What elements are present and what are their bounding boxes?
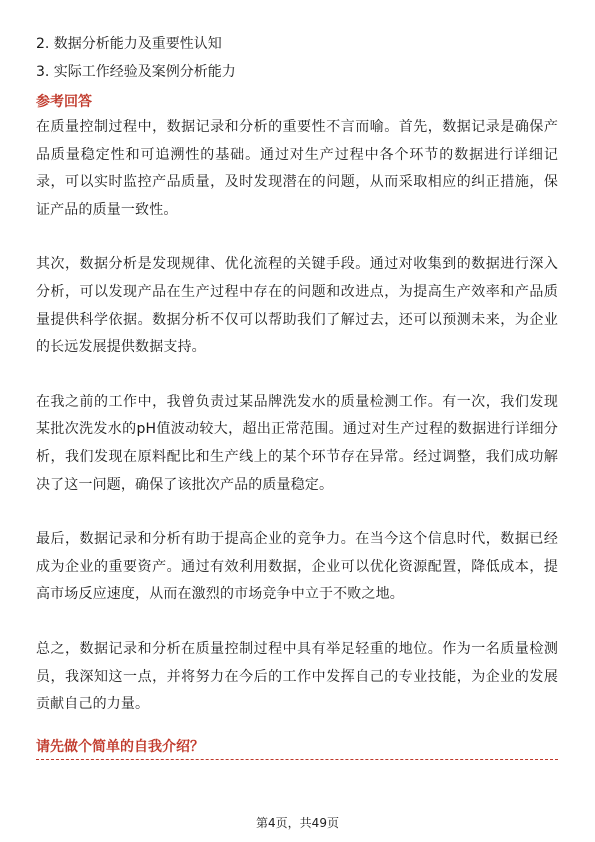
list-item-work-experience: 3. 实际工作经验及案例分析能力 bbox=[36, 64, 236, 80]
next-question-heading: 请先做个简单的自我介绍？ bbox=[36, 738, 204, 755]
section-divider bbox=[36, 759, 558, 760]
list-item-data-analysis: 2. 数据分析能力及重要性认知 bbox=[36, 36, 222, 52]
page-content bbox=[36, 34, 558, 757]
reference-answer-heading: 参考回答 bbox=[36, 94, 92, 110]
paragraph-spacer bbox=[36, 499, 558, 526]
answer-paragraph-2: 其次，数据分析是发现规律、优化流程的关键手段。通过对收集到的数据进行深入分析，可以发现产品在生产过程中存在的问题和改进点，为提高生产效率和产品质量提供科学依据。数据分析不仅可以帮助我们了解过去，还可以预测未来，为企业的长远发展提供数据支持。 bbox=[36, 256, 558, 356]
answer-paragraph-4: 最后，数据记录和分析有助于提高企业的竞争力。在当今这个信息时代，数据已经成为企业的重要资产。通过有效利用数据，企业可以优化资源配置，降低成本，提高市场反应速度，从而在激烈的市场竞争中立于不败之地。 bbox=[36, 531, 558, 603]
paragraph-spacer bbox=[36, 224, 558, 251]
paragraph-spacer bbox=[36, 719, 558, 737]
paragraph-spacer bbox=[36, 609, 558, 636]
paragraph-spacer bbox=[36, 362, 558, 389]
answer-paragraph-5: 总之，数据记录和分析在质量控制过程中具有举足轻重的地位。作为一名质量检测员，我深知这一点，并将努力在今后的工作中发挥自己的专业技能，为企业的发展贡献自己的力量。 bbox=[36, 640, 558, 713]
page-footer: 第4页，共49页 bbox=[256, 816, 339, 830]
answer-paragraph-1: 在质量控制过程中，数据记录和分析的重要性不言而喻。首先，数据记录是确保产品质量稳定性和可追溯性的基础。通过对生产过程中各个环节的数据进行详细记录，可以实时监控产品质量，及时发现潜在的问题，从而采取相应的纠正措施，保证产品的质量一致性。 bbox=[36, 119, 558, 218]
answer-paragraph-3: 在我之前的工作中，我曾负责过某品牌洗发水的质量检测工作。有一次，我们发现某批次洗发水的pH值波动较大，超出正常范围。通过对生产过程的数据进行详细分析，我们发现在原料配比和生产线上的某个环节存在异常。经过调整，我们成功解决了这一问题，确保了该批次产品的质量稳定。 bbox=[36, 393, 558, 493]
